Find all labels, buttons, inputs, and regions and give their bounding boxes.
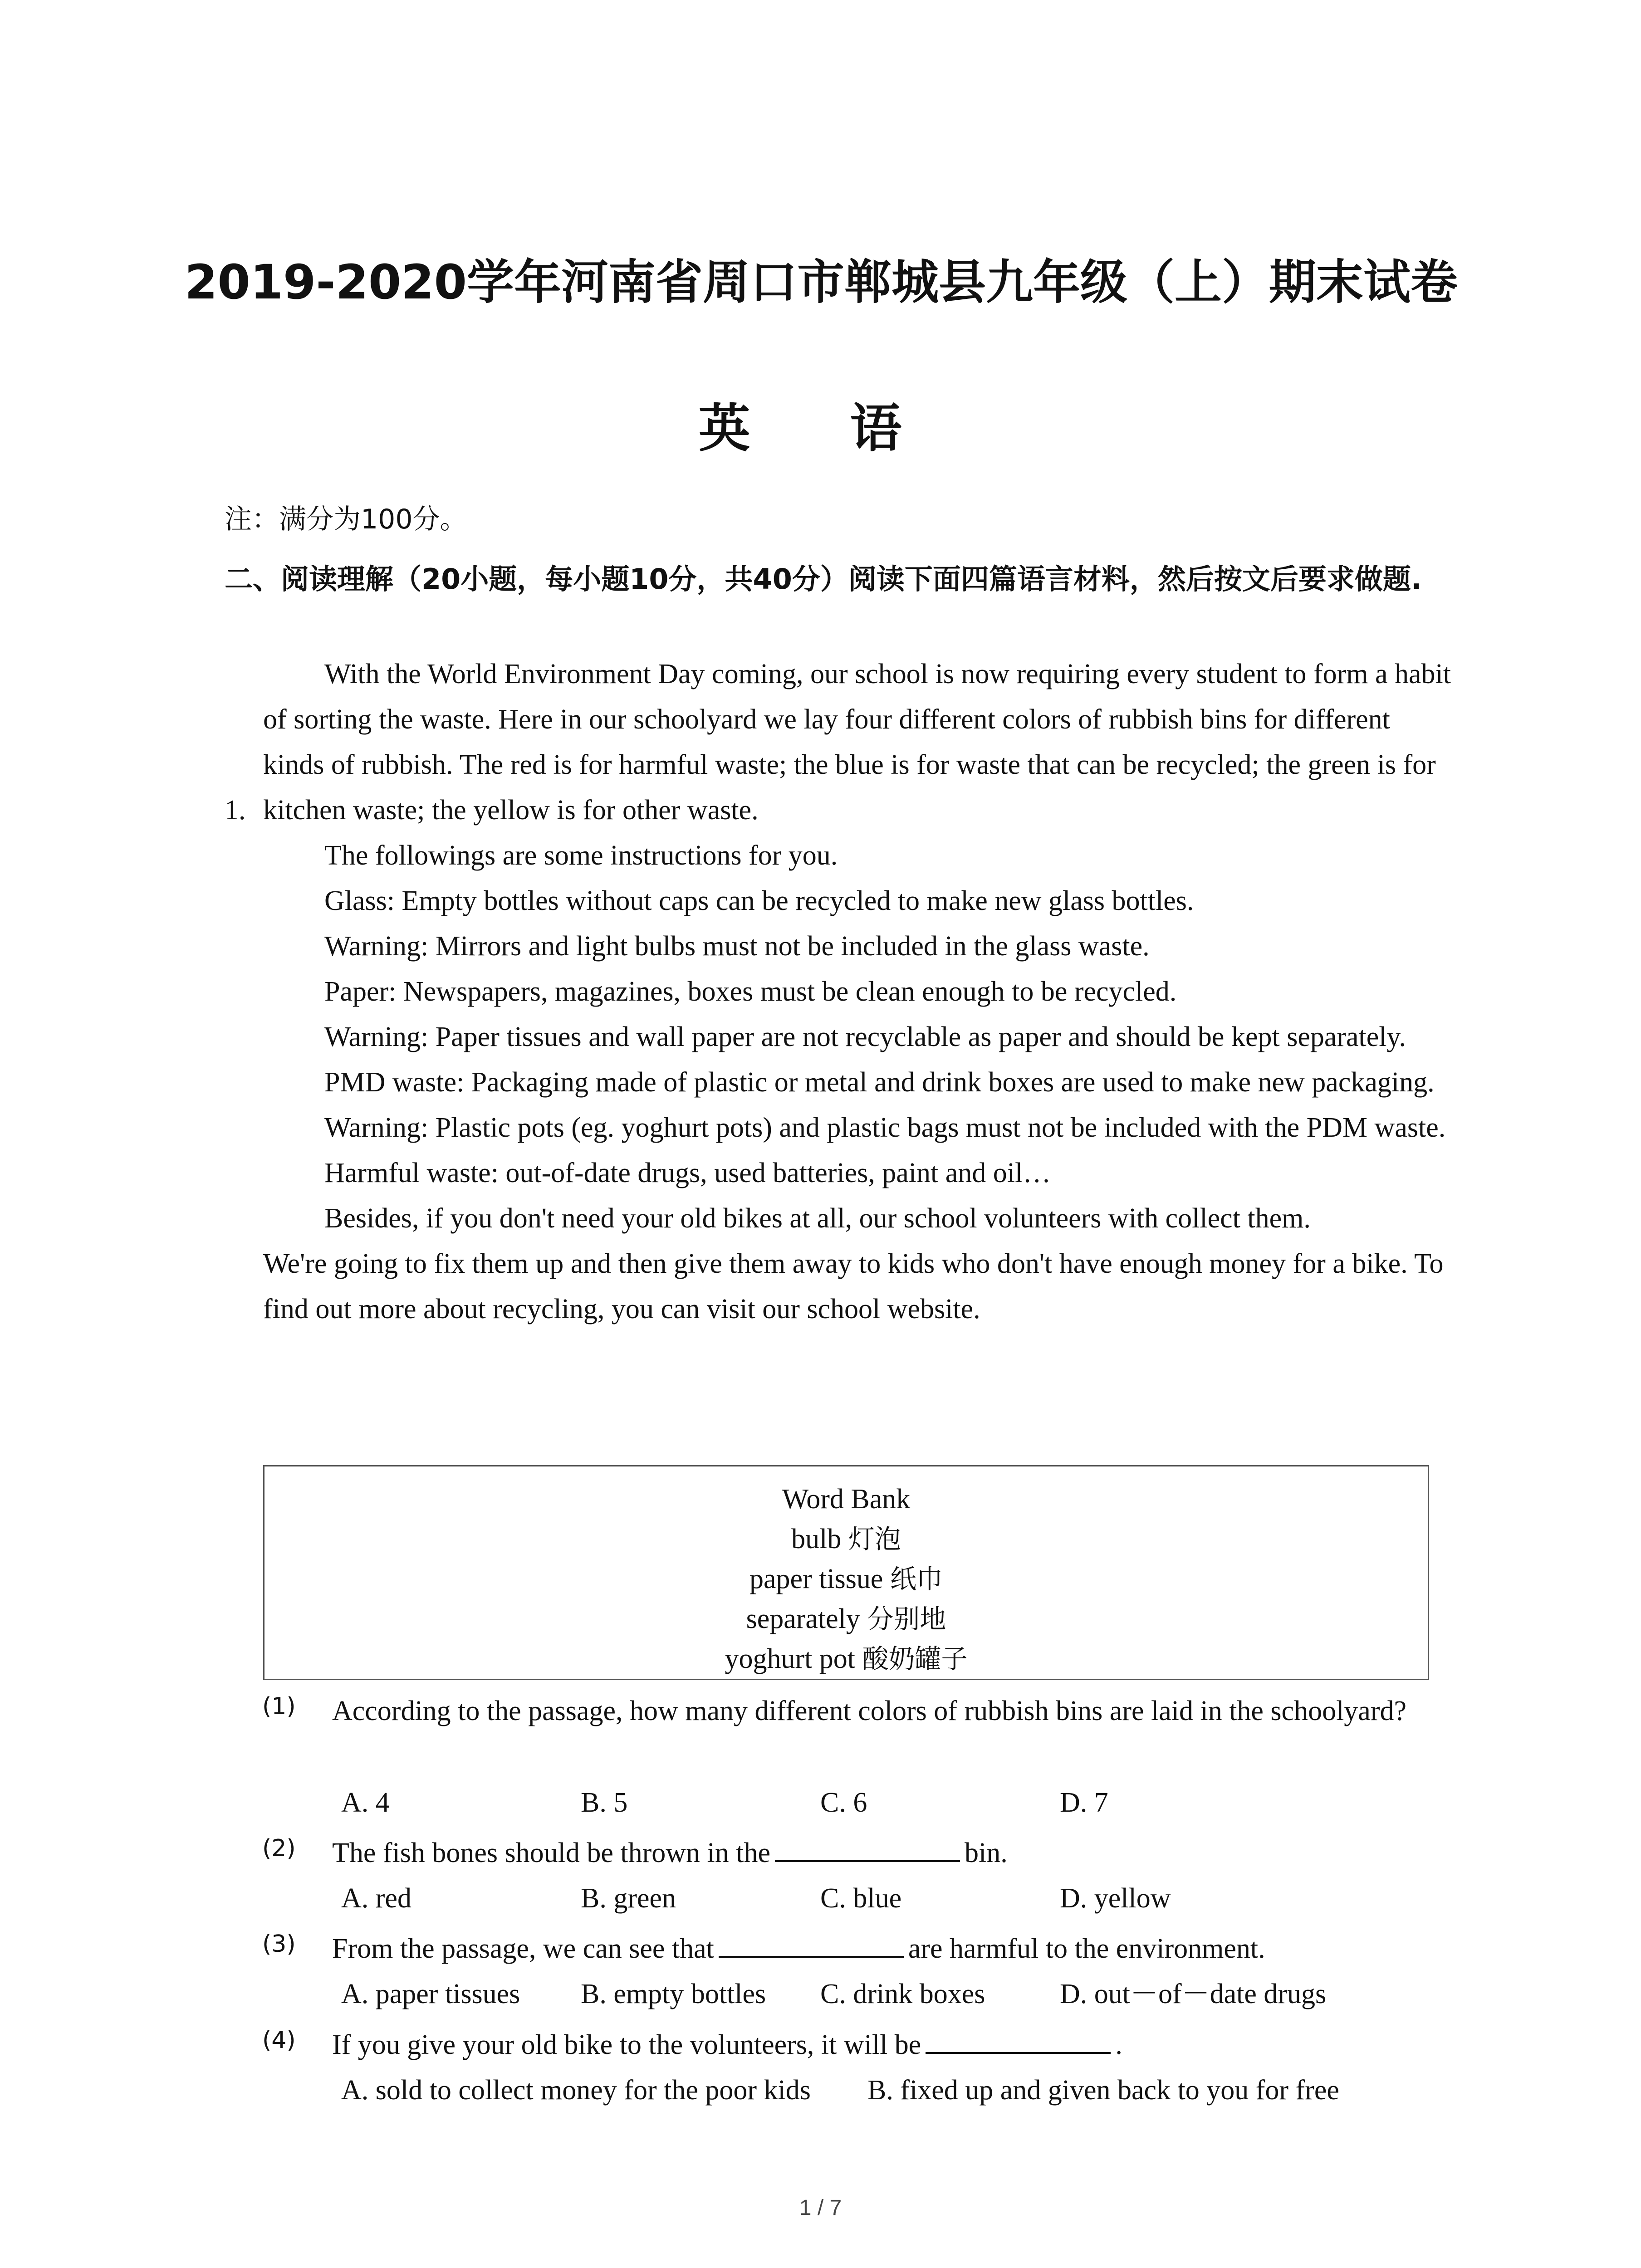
passage-paragraph: Besides, if you don't need your old bikes at all, our school volunteers with collect them. — [324, 1203, 1311, 1234]
option-b[interactable]: B. green — [581, 1883, 676, 1914]
passage-paragraph: PMD waste: Packaging made of plastic or metal and drink boxes are used to make new packaging. — [324, 1067, 1435, 1098]
passage-paragraph: The followings are some instructions for you. — [324, 840, 838, 871]
word-bank-zh: 分别地 — [867, 1603, 946, 1634]
word-bank-en: bulb — [791, 1524, 842, 1554]
passage-paragraph: Warning: Paper tissues and wall paper are not recyclable as paper and should be kept separately. — [324, 1022, 1406, 1052]
passage-paragraph: Harmful waste: out-of-date drugs, used batteries, paint and oil… — [324, 1158, 1051, 1188]
question-text — [332, 1830, 1448, 1876]
passage-paragraph: Paper: Newspapers, magazines, boxes must be clean enough to be recycled. — [324, 976, 1177, 1007]
question-text: According to the passage, how many different colors of rubbish bins are laid in the schoolyard? — [332, 1696, 1406, 1726]
page-number: 1 / 7 — [799, 2196, 842, 2220]
question-group-number: 1. — [225, 795, 246, 826]
option-b[interactable]: B. empty bottles — [581, 1979, 766, 2009]
answer-blank[interactable] — [926, 2027, 1111, 2054]
word-bank-entry — [265, 1519, 1428, 1559]
question-number: (4) — [262, 2027, 296, 2054]
word-bank-zh: 纸巾 — [890, 1564, 943, 1594]
option-a[interactable]: A. sold to collect money for the poor kids — [341, 2075, 811, 2106]
word-bank-en: yoghurt pot — [725, 1643, 856, 1674]
option-d[interactable]: D. 7 — [1060, 1787, 1108, 1818]
option-a[interactable]: A. 4 — [341, 1787, 390, 1818]
word-bank-en: paper tissue — [749, 1564, 883, 1594]
question-text-after: are harmful to the environment. — [908, 1933, 1265, 1964]
question-number: (1) — [262, 1693, 296, 1720]
question-text-before: The fish bones should be thrown in the — [332, 1838, 771, 1868]
option-a[interactable]: A. paper tissues — [341, 1979, 520, 2009]
option-b[interactable]: B. fixed up and given back to you for free — [867, 2075, 1339, 2106]
question-text-after: bin. — [965, 1838, 1008, 1868]
question-text-before: If you give your old bike to the volunteers, it will be — [332, 2029, 921, 2060]
question-number: (2) — [262, 1835, 296, 1862]
option-b[interactable]: B. 5 — [581, 1787, 628, 1818]
section-heading: 二、阅读理解（20小题，每小题10分，共40分）阅读下面四篇语言材料，然后按文后要求做题. — [225, 562, 1422, 596]
option-d[interactable]: D. yellow — [1060, 1883, 1171, 1914]
question-text — [332, 1926, 1448, 1971]
question-text-after: . — [1115, 2029, 1122, 2060]
passage-paragraph: Glass: Empty bottles without caps can be recycled to make new glass bottles. — [324, 885, 1194, 916]
option-a[interactable]: A. red — [341, 1883, 411, 1914]
word-bank-en: separately — [746, 1603, 860, 1634]
word-bank-entry — [265, 1559, 1428, 1599]
option-d[interactable]: D. out－of－date drugs — [1060, 1979, 1327, 2009]
word-bank-entry — [265, 1639, 1428, 1679]
word-bank-zh: 灯泡 — [848, 1524, 901, 1554]
word-bank-entry — [265, 1599, 1428, 1639]
word-bank-title: Word Bank — [782, 1484, 911, 1515]
question-text — [332, 2022, 1448, 2068]
passage-paragraph: With the World Environment Day coming, our school is now requiring every student to form a habit of sorting the waste. Here in our schoolyard we lay four different colors of rubbish bins for different kinds of rubbish. The red is for harmful waste; the blue is for waste that can be recycled; the green is for kitchen waste; the yellow is for other waste. — [263, 659, 1451, 826]
passage-paragraph: We're going to fix them up and then give them away to kids who don't have enough money for a bike. To find out more about recycling, you can visit our school website. — [263, 1248, 1444, 1325]
answer-blank[interactable] — [719, 1931, 904, 1958]
word-bank-box — [263, 1465, 1429, 1680]
exam-title: 2019-2020学年河南省周口市郸城县九年级（上）期末试卷 — [184, 254, 1458, 310]
score-note: 注：满分为100分。 — [225, 503, 467, 535]
passage-paragraph: Warning: Mirrors and light bulbs must not be included in the glass waste. — [324, 931, 1150, 962]
option-c[interactable]: C. drink boxes — [820, 1979, 985, 2009]
option-c[interactable]: C. 6 — [820, 1787, 867, 1818]
passage-paragraph: Warning: Plastic pots (eg. yoghurt pots) and plastic bags must not be included with the PDM waste. — [324, 1112, 1446, 1143]
reading-passage — [263, 651, 1452, 1332]
answer-blank[interactable] — [775, 1835, 960, 1862]
word-bank-zh: 酸奶罐子 — [862, 1643, 968, 1674]
option-c[interactable]: C. blue — [820, 1883, 902, 1914]
subject-heading: 英 语 — [698, 398, 943, 459]
question-text-before: From the passage, we can see that — [332, 1933, 714, 1964]
question-number: (3) — [262, 1931, 296, 1958]
